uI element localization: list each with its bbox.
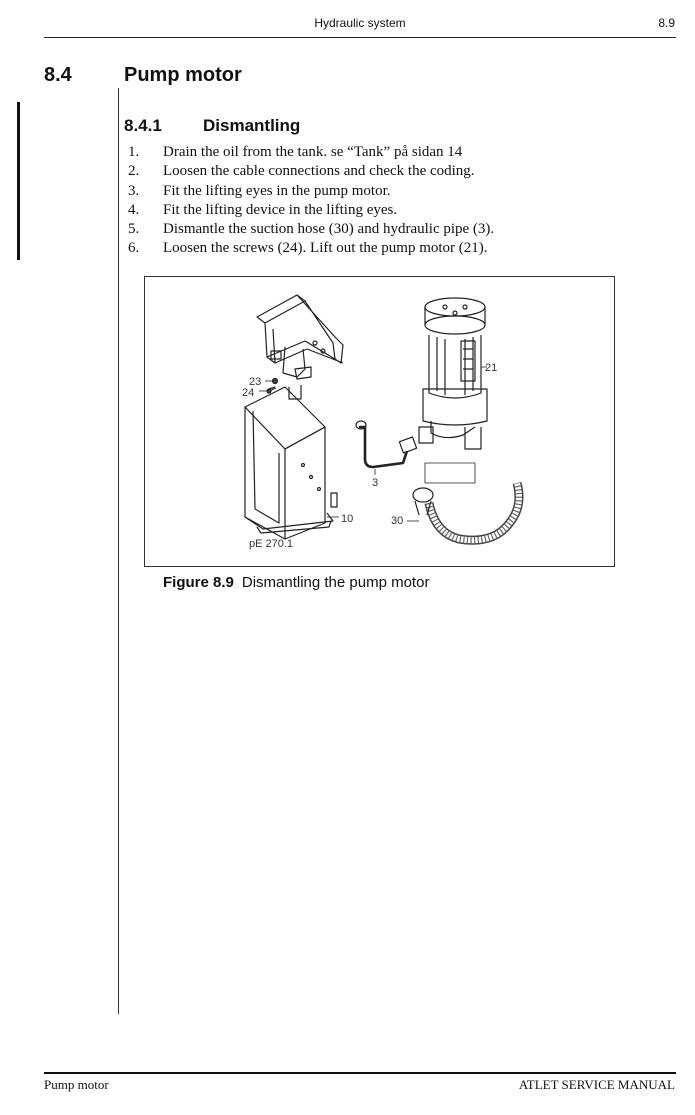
step-item xyxy=(128,143,494,162)
header-rule xyxy=(44,37,676,38)
figure-caption xyxy=(163,574,429,591)
step-item xyxy=(128,162,494,181)
step-number: 5. xyxy=(128,221,140,238)
step-text: Drain the oil from the tank. se “Tank” på sidan 14 xyxy=(163,144,463,160)
base-frame xyxy=(245,385,337,539)
step-text: Fit the lifting device in the lifting eyes. xyxy=(163,201,398,218)
suction-hose xyxy=(413,483,519,540)
hydraulic-pipe xyxy=(356,421,417,467)
subsection-title: Dismantling xyxy=(203,116,301,135)
figure-caption-label: Figure 8.9 xyxy=(163,574,234,591)
section-number: 8.4 xyxy=(44,64,72,86)
header-title: Hydraulic system xyxy=(314,16,406,30)
step-number: 2. xyxy=(128,163,140,180)
callout-30: 30 xyxy=(391,515,404,527)
margin-rule xyxy=(118,88,119,1014)
steps-list xyxy=(128,143,494,259)
figure-code: pE 270.1 xyxy=(249,538,294,550)
callout-24: 24 xyxy=(242,387,255,399)
pump-motor-illustration xyxy=(145,277,614,566)
step-item xyxy=(128,182,494,201)
step-item xyxy=(128,201,494,220)
figure-frame xyxy=(144,276,615,567)
step-item xyxy=(128,220,494,239)
header-page-number: 8.9 xyxy=(658,16,675,30)
callout-21: 21 xyxy=(485,362,498,374)
step-text: Loosen the cable connections and check the coding. xyxy=(163,163,475,180)
callout-23: 23 xyxy=(249,376,262,388)
step-item xyxy=(128,239,494,258)
footer-manual-title: ATLET SERVICE MANUAL xyxy=(518,1077,675,1092)
callout-3: 3 xyxy=(372,477,379,489)
change-bar xyxy=(17,102,20,260)
step-number: 3. xyxy=(128,182,140,199)
step-text: Dismantle the suction hose (30) and hydraulic pipe (3). xyxy=(163,221,495,238)
callout-10: 10 xyxy=(341,513,354,525)
step-number: 1. xyxy=(128,144,140,160)
step-text: Loosen the screws (24). Lift out the pump motor (21). xyxy=(163,240,488,257)
footer-chapter: Pump motor xyxy=(44,1077,109,1092)
upper-bracket xyxy=(257,295,343,379)
step-number: 4. xyxy=(128,201,140,218)
step-number: 6. xyxy=(128,240,140,257)
pump-motor xyxy=(419,298,487,449)
section-title: Pump motor xyxy=(124,64,242,86)
footer-rule xyxy=(44,1072,676,1074)
step-text: Fit the lifting eyes in the pump motor. xyxy=(163,182,391,199)
figure-caption-text: Dismantling the pump motor xyxy=(241,574,430,591)
subsection-number: 8.4.1 xyxy=(124,116,162,135)
